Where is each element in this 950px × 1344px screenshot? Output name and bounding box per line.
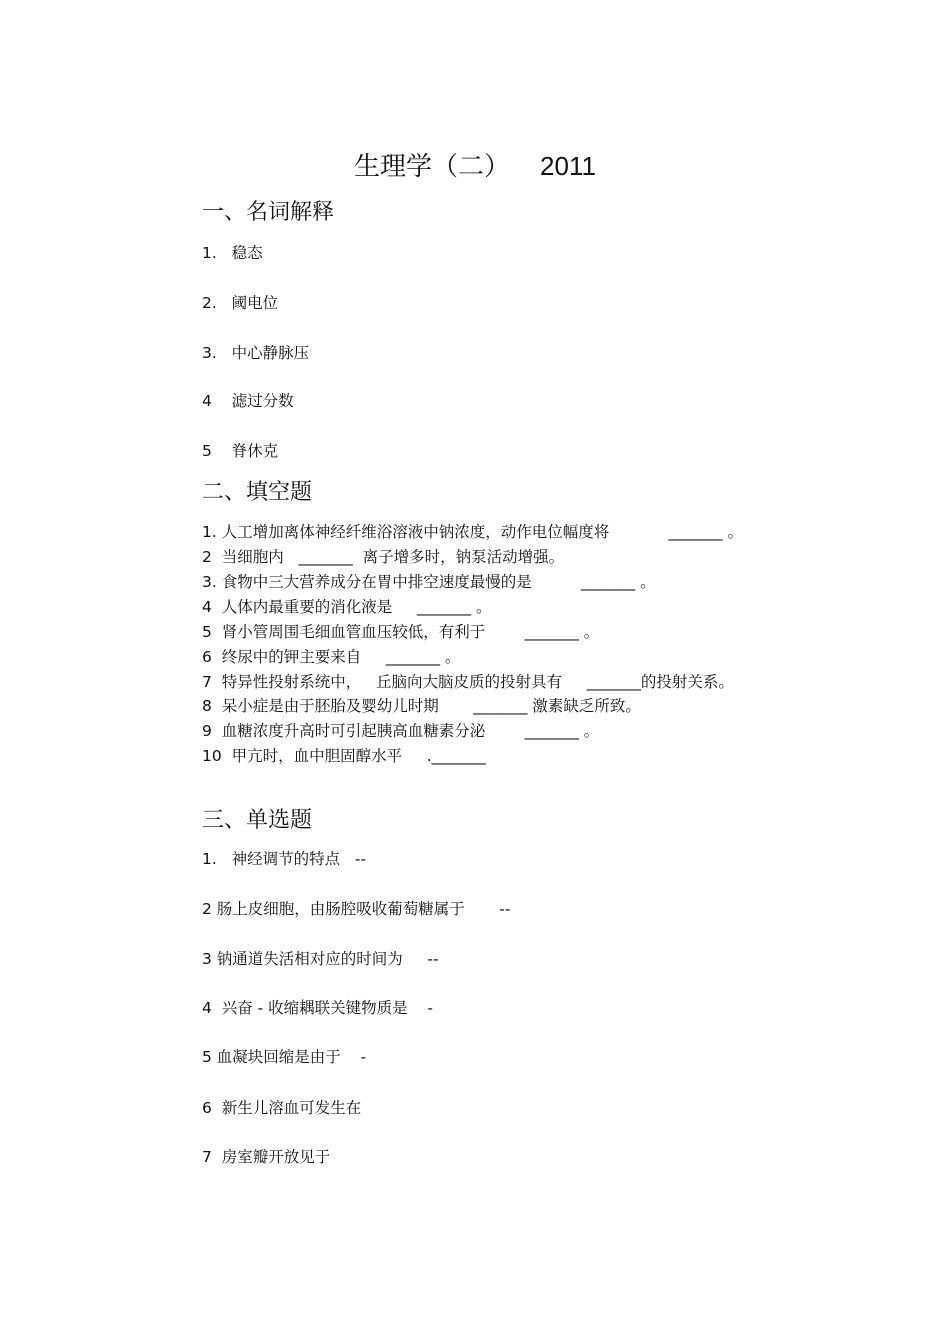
fill-blank-item: 5 肾小管周围毛细血管血压较低，有利于 _______ 。 <box>202 623 600 641</box>
title-main: 生理学（二） <box>354 152 511 182</box>
fill-blank-item: 7 特异性投射系统中， 丘脑向大脑皮质的投射具有 _______的投射关系。 <box>202 673 734 691</box>
title-year: 2011 <box>540 151 596 181</box>
fill-blank-item: 2 当细胞内 _______ 离子增多时，钠泵活动增强。 <box>202 548 565 566</box>
single-choice-item: 1. 神经调节的特点 -- <box>202 850 367 868</box>
single-choice-item: 6 新生儿溶血可发生在 <box>202 1099 362 1117</box>
section-heading-single-choice: 三、单选题 <box>202 808 313 833</box>
fill-blank-item: 4 人体内最重要的消化液是 _______ 。 <box>202 598 492 616</box>
section-heading-definitions: 一、名词解释 <box>202 200 335 225</box>
single-choice-item: 2 肠上皮细胞，由肠腔吸收葡萄糖属于 -- <box>202 900 511 918</box>
page-title <box>0 148 950 185</box>
single-choice-item: 7 房室瓣开放见于 <box>202 1148 331 1166</box>
section-heading-fill-blanks: 二、填空题 <box>202 480 313 505</box>
fill-blank-item: 1. 人工增加离体神经纤维浴溶液中钠浓度，动作电位幅度将 _______ 。 <box>202 523 744 541</box>
fill-blank-item: 8 呆小症是由于胚胎及婴幼儿时期 _______ 激素缺乏所致。 <box>202 697 641 715</box>
single-choice-item: 3 钠通道失活相对应的时间为 -- <box>202 950 439 968</box>
definition-item: 3. 中心静脉压 <box>202 344 310 362</box>
definition-item: 1. 稳态 <box>202 244 263 262</box>
fill-blank-item: 6 终尿中的钾主要来自 _______ 。 <box>202 648 461 666</box>
fill-blank-item: 10 甲亢时，血中胆固醇水平 ._______ <box>202 747 486 765</box>
single-choice-item: 5 血凝块回缩是由于 - <box>202 1048 367 1066</box>
fill-blank-item: 9 血糖浓度升高时可引起胰高血糖素分泌 _______ 。 <box>202 722 600 740</box>
definition-item: 4 滤过分数 <box>202 392 294 410</box>
fill-blank-item: 3. 食物中三大营养成分在胃中排空速度最慢的是 _______ 。 <box>202 573 656 591</box>
single-choice-item: 4 兴奋 - 收缩耦联关键物质是 - <box>202 999 433 1017</box>
definition-item: 5 脊休克 <box>202 442 279 460</box>
definition-item: 2. 阈电位 <box>202 294 279 312</box>
